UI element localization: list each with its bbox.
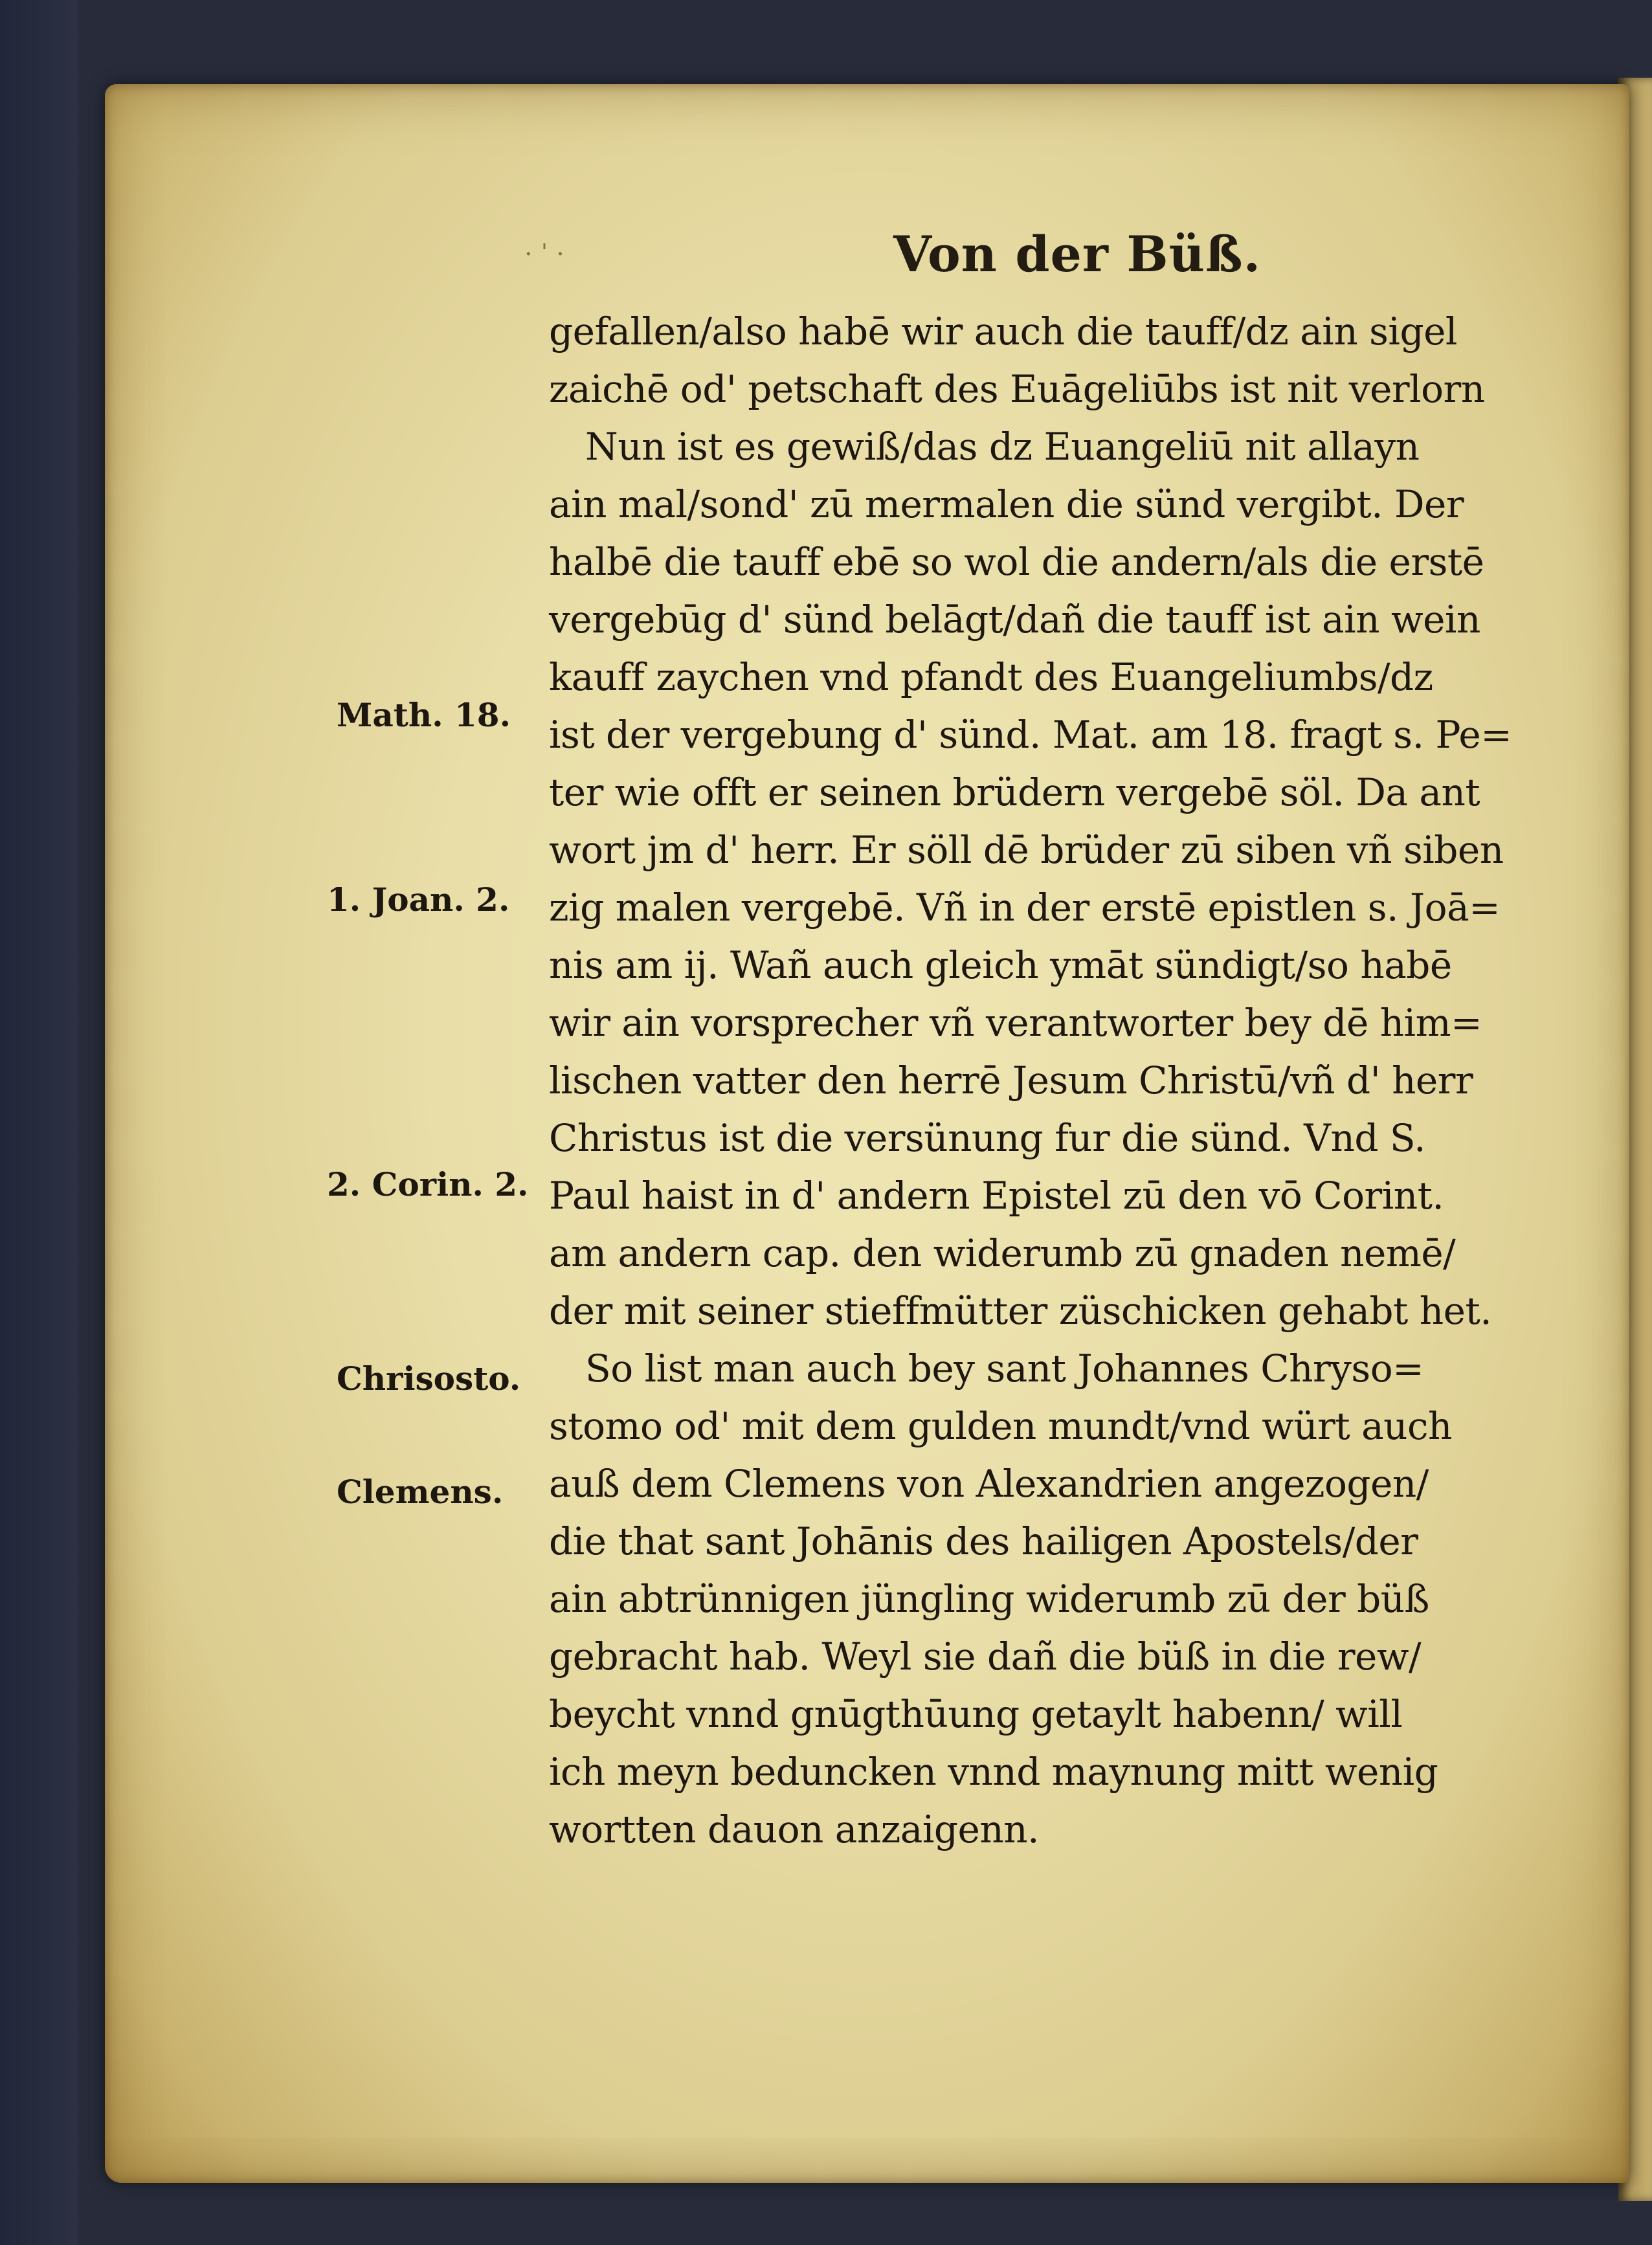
margin-note-math: Math. 18. bbox=[337, 696, 511, 734]
text-line: kauff zaychen vnd pfandt des Euangeliumbs/dz bbox=[549, 655, 1433, 699]
text-line: Christus ist die versünung fur die sünd. Vnd S. bbox=[549, 1116, 1425, 1160]
running-head: Von der Büß. bbox=[893, 225, 1262, 283]
text-line: ain abtrünnigen jüngling widerumb zū der büß bbox=[549, 1577, 1429, 1621]
text-line: auß dem Clemens von Alexandrien angezogen/ bbox=[549, 1462, 1429, 1506]
text-line: vergebūg d' sünd belāgt/dañ die tauff ist ain wein bbox=[549, 598, 1480, 642]
margin-note-clemens: Clemens. bbox=[337, 1473, 504, 1511]
text-line: zaichē od' petschaft des Euāgeliūbs ist nit verlorn bbox=[549, 367, 1485, 411]
text-line: ich meyn beduncken vnnd maynung mitt wenig bbox=[549, 1750, 1438, 1794]
margin-note-joan: 1. Joan. 2. bbox=[327, 880, 510, 919]
text-line: nis am ij. Wañ auch gleich ymāt sündigt/so habē bbox=[549, 943, 1452, 987]
ink-smudge: · ˈ · bbox=[524, 240, 564, 269]
text-line: ain mal/sond' zū mermalen die sünd vergibt. Der bbox=[549, 482, 1464, 526]
text-line: So list man auch bey sant Johannes Chryso= bbox=[585, 1346, 1424, 1391]
text-line: Nun ist es gewiß/das dz Euangeliū nit allayn bbox=[585, 425, 1420, 469]
text-line: der mit seiner stieffmütter züschicken gehabt het. bbox=[549, 1289, 1492, 1333]
text-line: ter wie offt er seinen brüdern vergebē söl. Da ant bbox=[549, 770, 1480, 814]
text-line: lischen vatter den herrē Jesum Christū/vñ d' herr bbox=[549, 1058, 1473, 1102]
text-line: beycht vnnd gnūgthūung getaylt habenn/ will bbox=[549, 1692, 1403, 1736]
text-line: gefallen/also habē wir auch die tauff/dz ain sigel bbox=[549, 309, 1457, 353]
text-line: wir ain vorsprecher vñ verantworter bey dē him= bbox=[549, 1001, 1482, 1045]
text-line: gebracht hab. Weyl sie dañ die büß in die rew/ bbox=[549, 1635, 1422, 1679]
text-line: halbē die tauff ebē so wol die andern/als die erstē bbox=[549, 540, 1484, 584]
text-line: Paul haist in d' andern Epistel zū den vō Corint. bbox=[549, 1174, 1444, 1218]
scan-backdrop bbox=[0, 0, 78, 2245]
text-line: am andern cap. den widerumb zū gnaden nemē/ bbox=[549, 1231, 1456, 1275]
margin-note-corin: 2. Corin. 2. bbox=[327, 1165, 529, 1203]
text-line: wort jm d' herr. Er söll dē brüder zū siben vñ siben bbox=[549, 828, 1504, 872]
text-line: zig malen vergebē. Vñ in der erstē epistlen s. Joā= bbox=[549, 886, 1501, 930]
margin-note-chrysostom: Chrisosto. bbox=[337, 1359, 521, 1398]
text-line: wortten dauon anzaigenn. bbox=[549, 1807, 1040, 1851]
text-line: stomo od' mit dem gulden mundt/vnd würt auch bbox=[549, 1404, 1452, 1448]
text-line: ist der vergebung d' sünd. Mat. am 18. fragt s. Pe= bbox=[549, 713, 1512, 757]
text-line: die that sant Johānis des hailigen Apostels/der bbox=[549, 1519, 1418, 1563]
body-text bbox=[549, 303, 1533, 1859]
